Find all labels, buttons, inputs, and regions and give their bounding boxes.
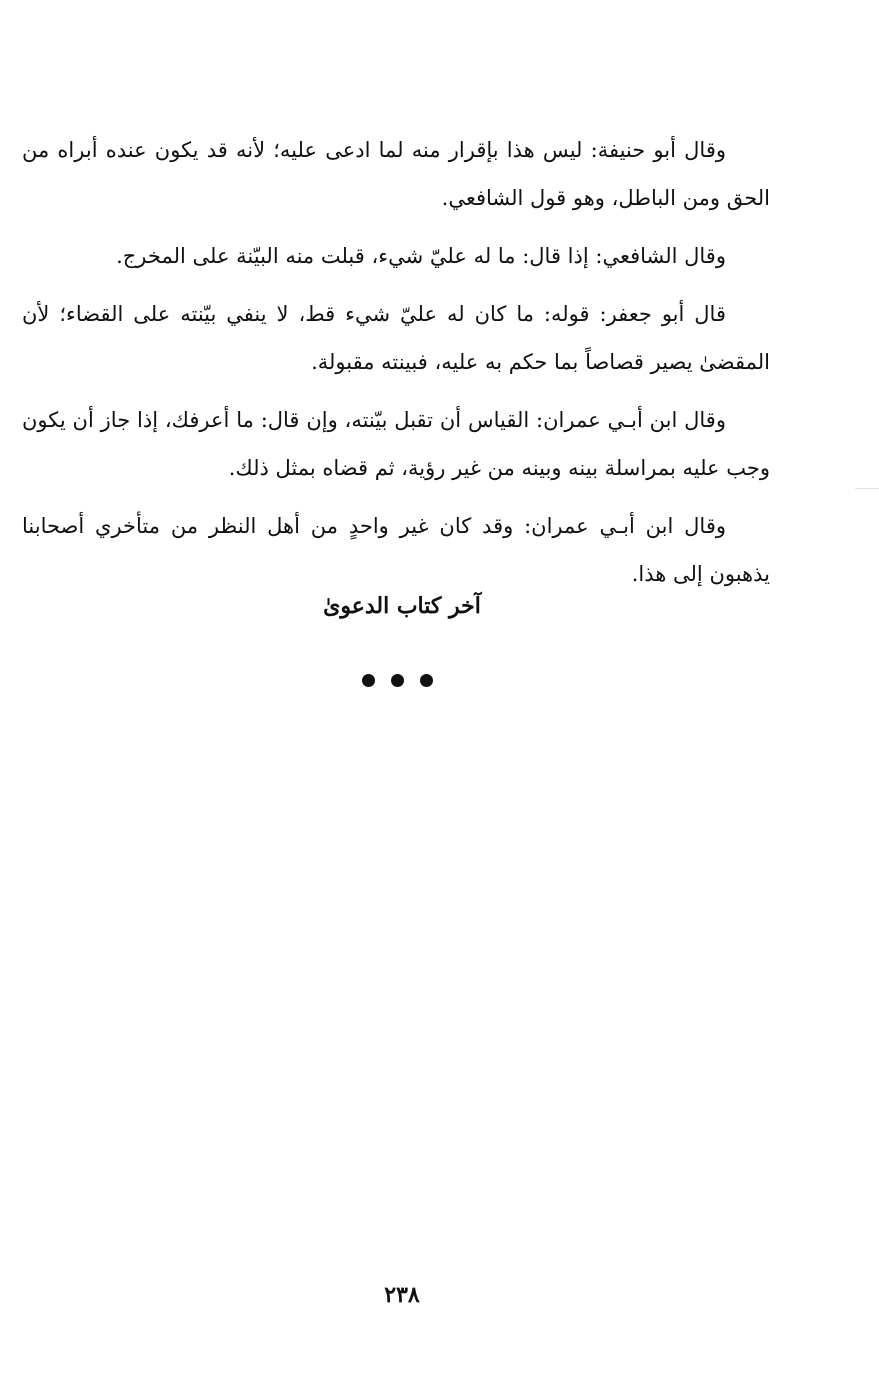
paragraph-shafii: وقال الشافعي: إذا قال: ما له عليّ شيء، قبلت منه البيّنة على المخرج. bbox=[116, 244, 726, 268]
scan-edge-mark bbox=[855, 488, 879, 489]
paragraph-abu-hanifa: وقال أبو حنيفة: ليس هذا بإقرار منه لما ادعى عليه؛ لأنه قد يكون عنده أبراه من الحق ومن الباطل، وهو قول الشافعي. bbox=[22, 138, 770, 210]
paragraph-ibn-abi-imran-1: وقال ابن أبـي عمران: القياس أن تقبل بيّنته، وإن قال: ما أعرفك، إذا جاز أن يكون وجب عليه بمراسلة بينه وبينه من غير رؤية، ثم قضاه بمثل ذلك. bbox=[22, 408, 770, 480]
chapter-end-title: آخر كتاب الدعوىٰ bbox=[323, 593, 481, 619]
paragraph-ibn-abi-imran-2: وقال ابن أبـي عمران: وقد كان غير واحدٍ من أهل النظر من متأخري أصحابنا يذهبون إلى هذا. bbox=[22, 514, 770, 586]
separator-dot-icon bbox=[391, 674, 404, 687]
page-number: ٢٣٨ bbox=[384, 1282, 420, 1308]
paragraph-abu-jafar: قال أبو جعفر: قوله: ما كان له عليّ شيء قط، لا ينفي بيّنته على القضاء؛ لأن المقضىٰ يصير قصاصاً بما حكم به عليه، فبينته مقبولة. bbox=[22, 302, 770, 374]
body-text bbox=[22, 126, 770, 608]
separator-dot-icon bbox=[362, 674, 375, 687]
section-separator bbox=[0, 674, 794, 687]
separator-dot-icon bbox=[420, 674, 433, 687]
